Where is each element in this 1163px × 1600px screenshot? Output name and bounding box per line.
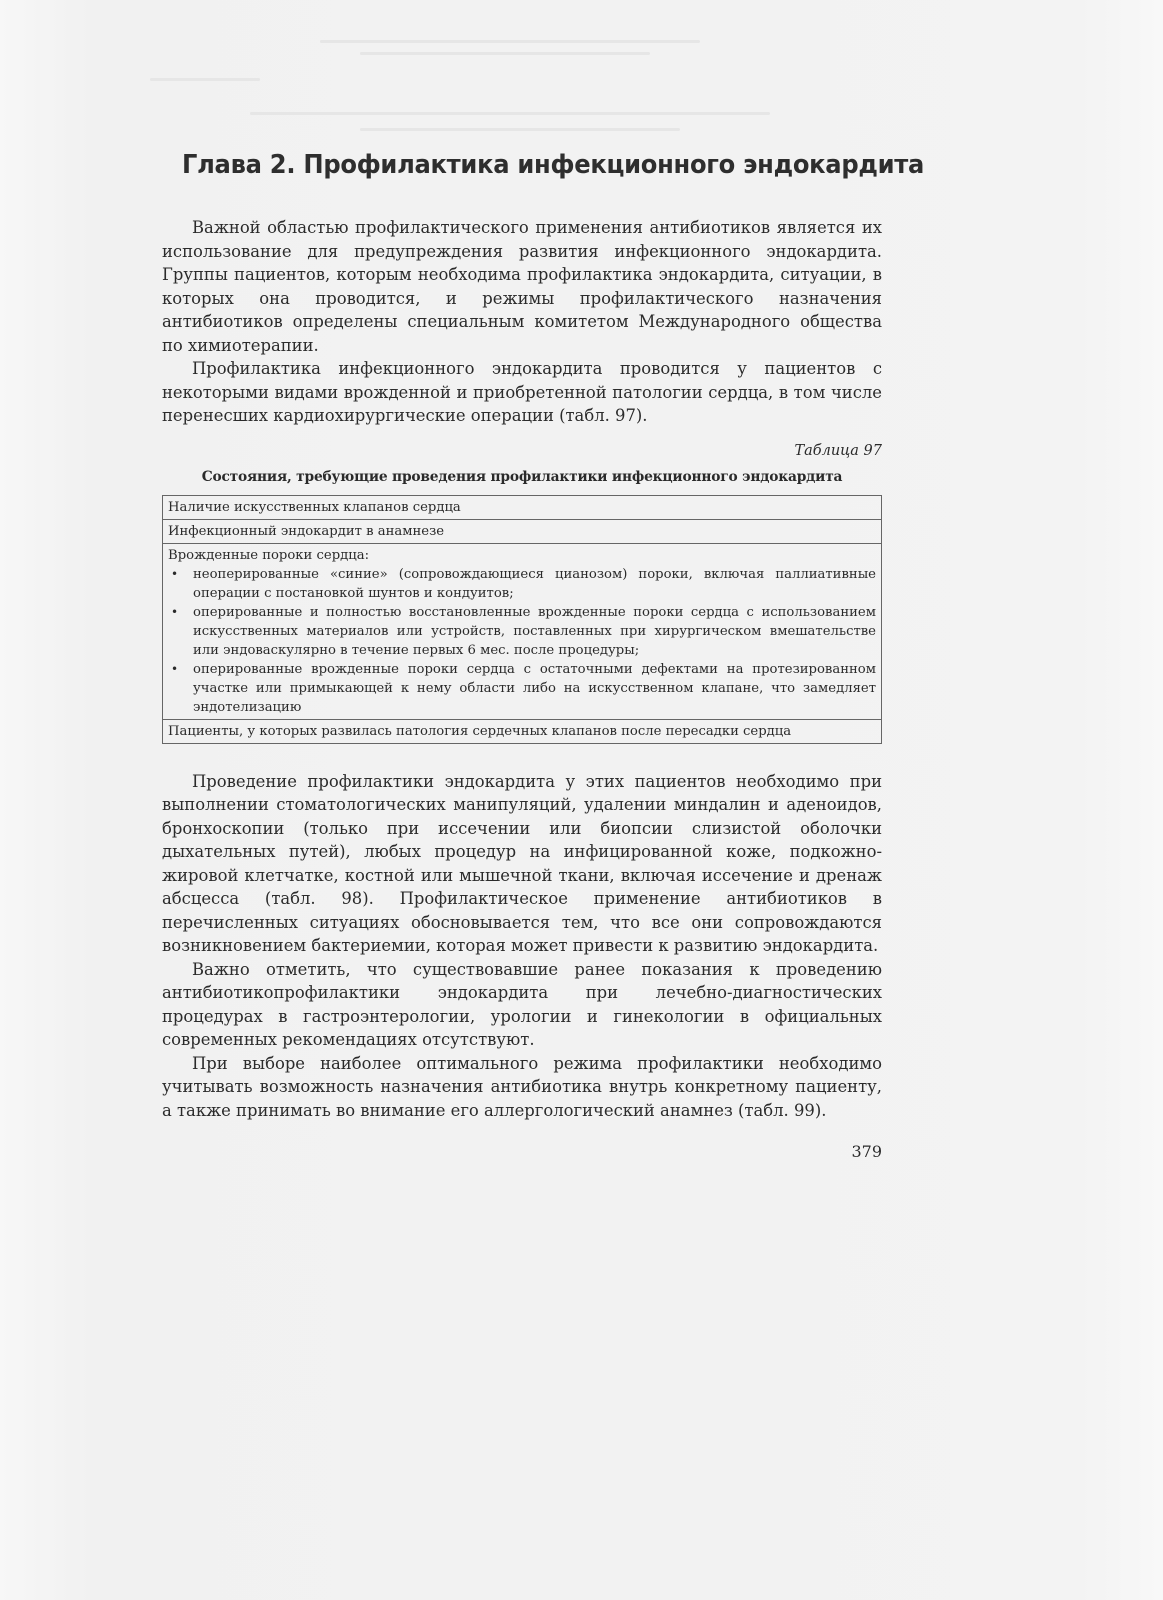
page-number: 379 xyxy=(851,1142,882,1161)
table-caption: Таблица 97 xyxy=(794,442,882,459)
table-cell-group xyxy=(163,543,882,719)
table-row xyxy=(163,519,882,543)
table-cell: Инфекционный эндокардит в анамнезе xyxy=(163,519,882,543)
page-content xyxy=(162,150,925,1161)
list-item-text: оперированные и полностью восстановленные врожденные пороки сердца с использованием искусственных материалов или устройств, поставленных при хирургическом вмешательстве или эндоваскулярно в течение первых 6 мес. после процедуры; xyxy=(193,604,876,658)
list-item xyxy=(168,603,876,660)
intro-paragraph-1: Важной областью профилактического применения антибиотиков является их использование для предупреждения развития инфекционного эндокардита. Группы пациентов, которым необходима профилактика эндокардита, ситуации, в которых она проводится, и режимы профилактического назначения антибиотиков определены специальным комитетом Международного общества по химиотерапии. xyxy=(162,218,882,355)
group-title: Врожденные пороки сердца: xyxy=(168,547,370,563)
list-item-text: оперированные врожденные пороки сердца с остаточными дефектами на протезированном участке или примыкающей к нему области либо на искусственном клапане, что замедляет эндотелизацию xyxy=(193,661,876,715)
bullet-icon: • xyxy=(171,661,179,676)
chapter-title: Глава 2. Профилактика инфекционного эндокардита xyxy=(182,150,925,180)
bullet-icon: • xyxy=(171,604,179,619)
list-item xyxy=(168,565,876,603)
conditions-table xyxy=(162,495,882,744)
table-title: Состояния, требующие проведения профилактики инфекционного эндокардита xyxy=(201,468,843,485)
table-cell: Наличие искусственных клапанов сердца xyxy=(163,495,882,519)
body-paragraph-2: Важно отметить, что существовавшие ранее показания к проведению антибиотикопрофилактики эндокардита при лечебно-диагностических процедурах в гастроэнтерологии, урологии и гинекологии в официальных современных рекомендациях отсутствуют. xyxy=(162,959,882,1049)
bullet-icon: • xyxy=(171,566,179,581)
body-paragraph-1: Проведение профилактики эндокардита у этих пациентов необходимо при выполнении стоматологических манипуляций, удалении миндалин и аденоидов, бронхоскопии (только при иссечении или биопсии слизистой оболочки дыхательных путей), любых процедур на инфицированной коже, подкожно-жировой клетчатке, костной или мышечной ткани, включая иссечение и дренаж абсцесса (табл. 98). Профилактическое применение антибиотиков в перечисленных ситуациях обосновывается тем, что все они сопровождаются возникновением бактериемии, которая может привести к развитию эндокардита. xyxy=(162,771,882,955)
bleed-through-line xyxy=(360,128,680,131)
body-paragraph-3: При выборе наиболее оптимального режима профилактики необходимо учитывать возможность назначения антибиотика внутрь конкретному пациенту, а также принимать во внимание его аллергологический анамнез (табл. 99). xyxy=(162,1053,882,1120)
bleed-through-line xyxy=(150,78,260,81)
table-cell: Пациенты, у которых развилась патология сердечных клапанов после пересадки сердца xyxy=(163,719,882,743)
list-item-text: неоперированные «синие» (сопровождающиеся цианозом) пороки, включая паллиативные операции с постановкой шунтов и кондуитов; xyxy=(193,566,876,601)
bleed-through-line xyxy=(360,52,650,55)
list-item xyxy=(168,660,876,717)
table-row xyxy=(163,495,882,519)
table-row xyxy=(163,719,882,743)
bleed-through-line xyxy=(250,112,770,115)
bullet-list xyxy=(168,565,876,717)
intro-paragraph-2: Профилактика инфекционного эндокардита проводится у пациентов с некоторыми видами врожденной и приобретенной патологии сердца, в том числе перенесших кардиохирургические операции (табл. 97). xyxy=(162,359,882,425)
bleed-through-line xyxy=(320,40,700,43)
table-row xyxy=(163,543,882,719)
